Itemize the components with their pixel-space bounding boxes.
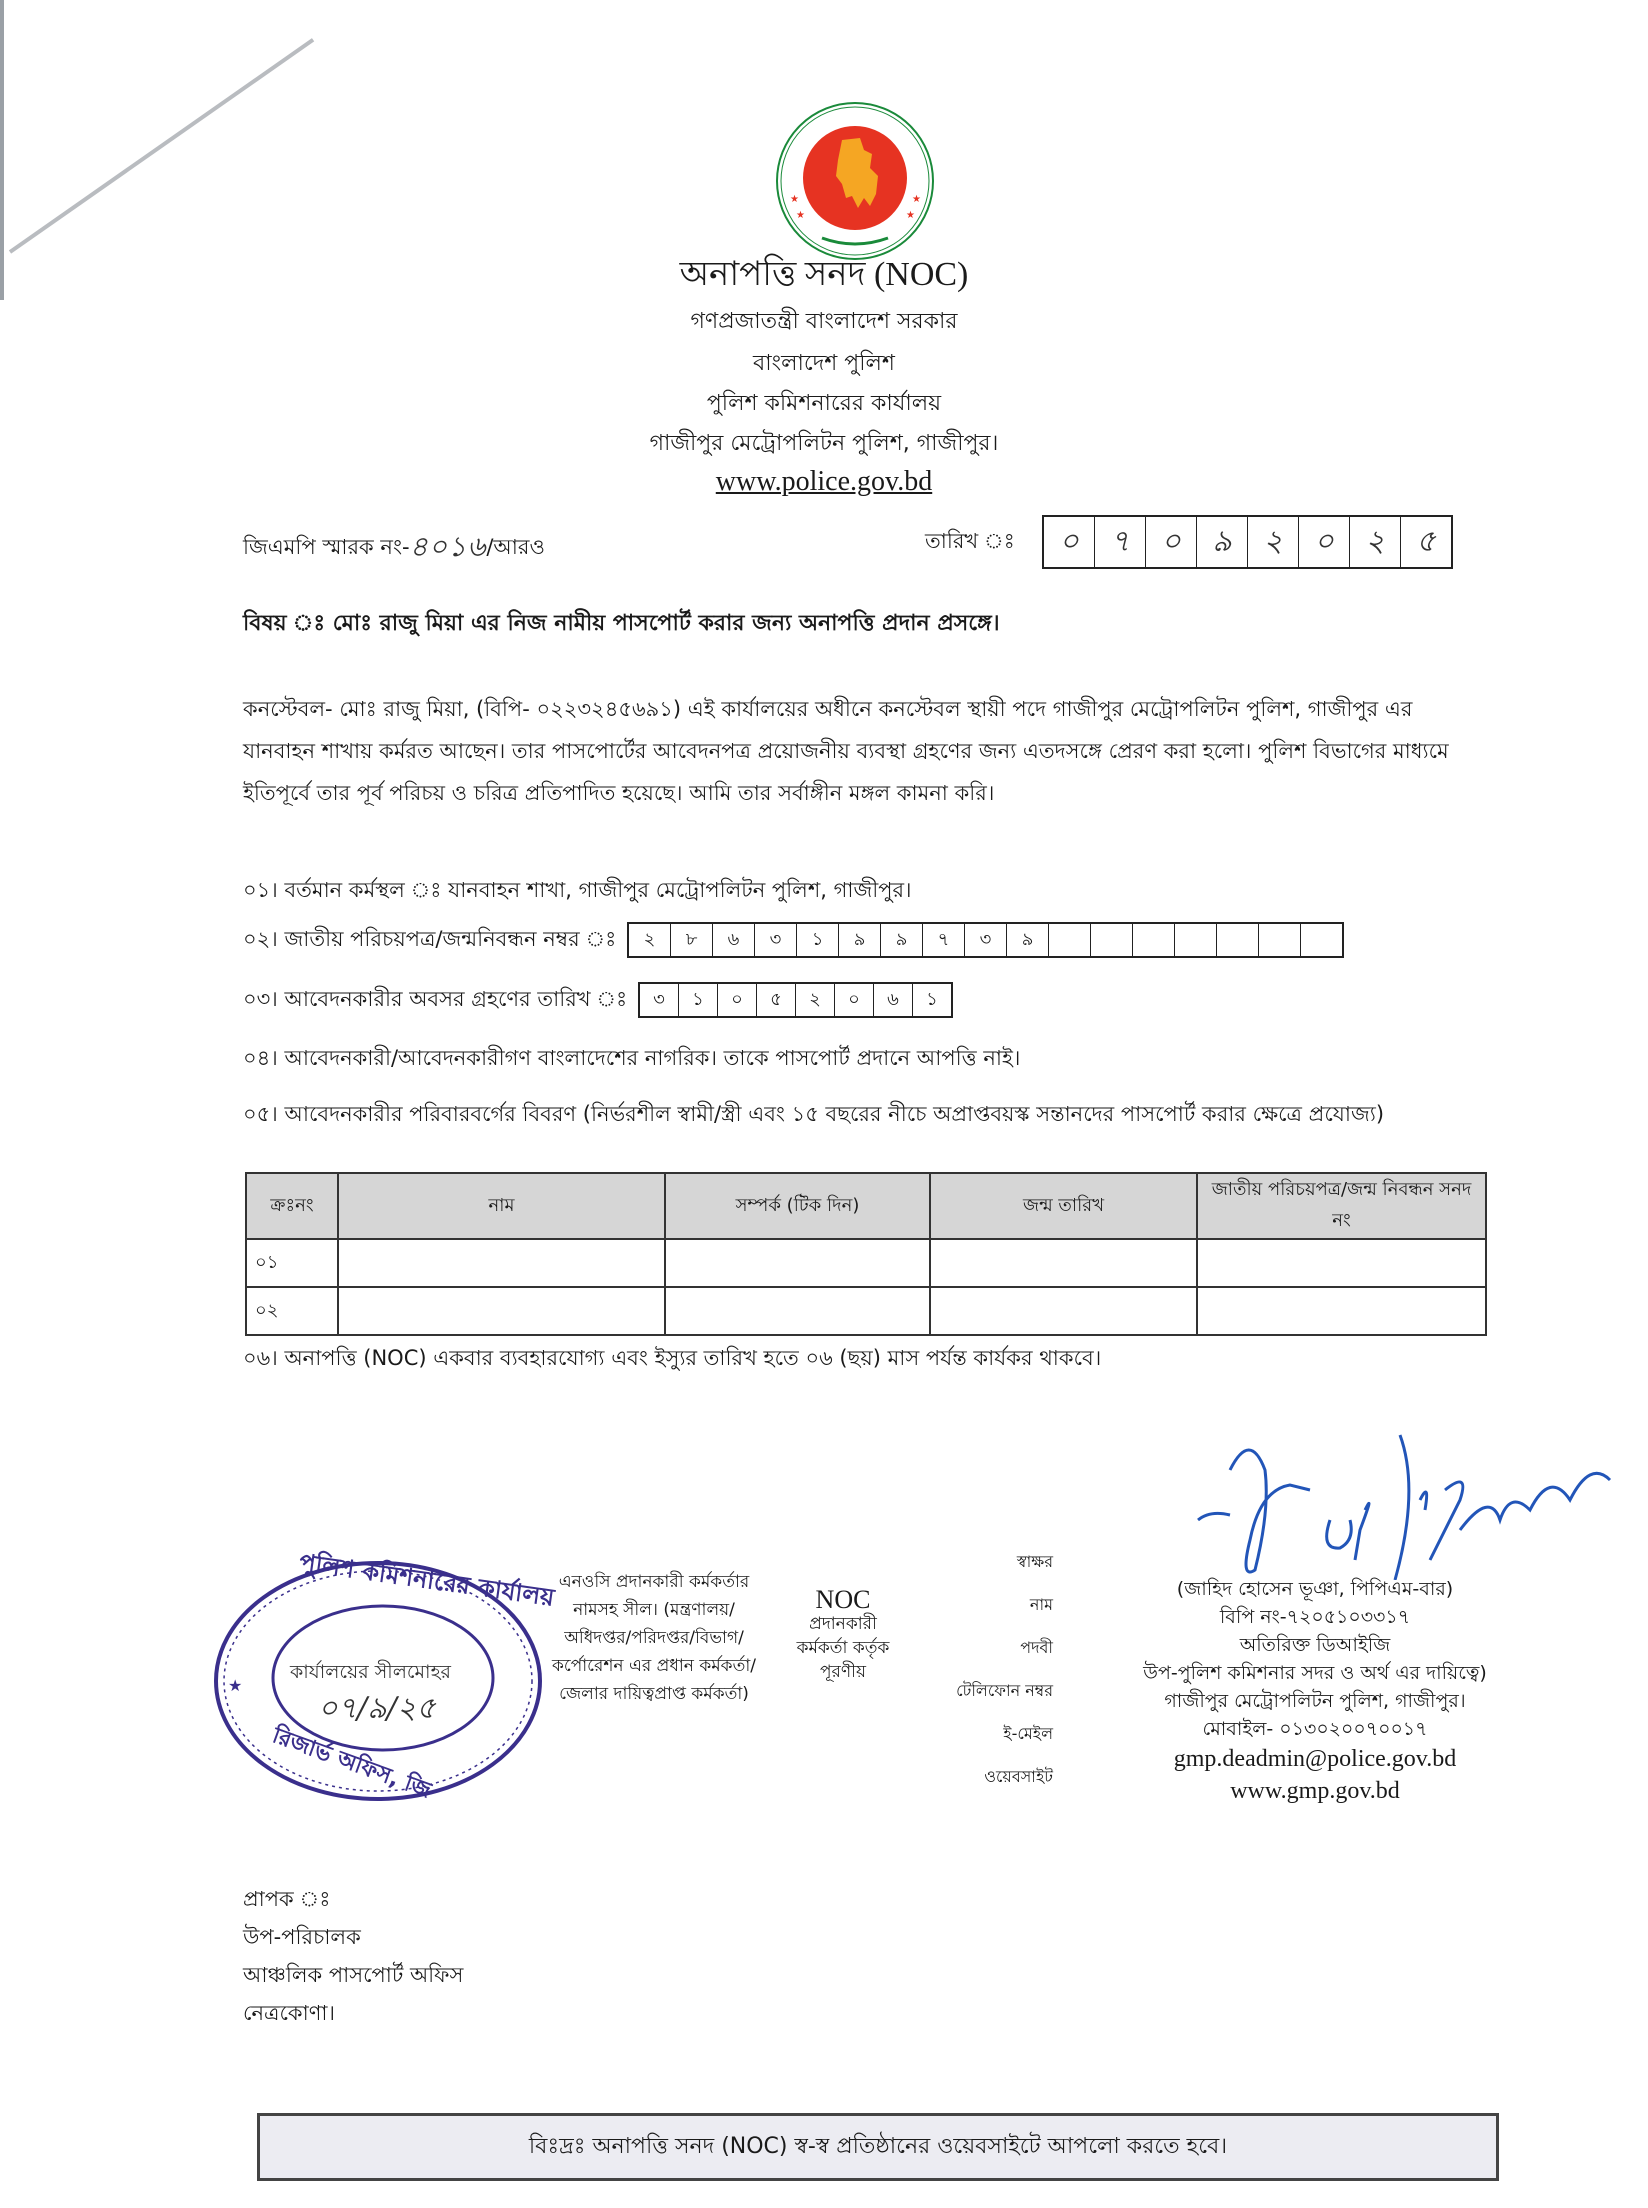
item-retirement-date (243, 982, 953, 1018)
retirement-digit: ১ (679, 984, 718, 1016)
cell-serial: ০১ (246, 1239, 338, 1287)
memo-prefix: জিএমপি স্মারক নং- (243, 535, 410, 559)
retirement-digit: ০ (835, 984, 874, 1016)
noc-block-title: NOC (815, 1585, 871, 1614)
officer-email[interactable]: gmp.deadmin@police.gov.bd (1173, 1746, 1457, 1772)
retirement-digit: ০ (718, 984, 757, 1016)
seal-ring-text-bottom: রিজার্ভ অফিস, জি (269, 1723, 435, 1804)
noc-block-line: প্রদানকারী (809, 1614, 877, 1634)
date-digit: ৫ (1416, 523, 1436, 559)
nid-boxes (627, 922, 1344, 958)
recipient-line: নেত্রকোণা। (243, 2001, 336, 2025)
retirement-digit: ২ (796, 984, 835, 1016)
document-title: অনাপত্তি সনদ (NOC) (679, 256, 969, 293)
seal-caption: এনওসি প্রদানকারী কর্মকর্তার নামসহ সীল। (মন্ত্রণালয়/অধিদপ্তর/পরিদপ্তর/বিভাগ/কর্পোরেশন এর প্রধান কর্মকর্তা/জেলার দায়িত্বপ্রাপ্ত কর্মকর্তা) (551, 1572, 756, 1704)
officer-role: উপ-পুলিশ কমিশনার সদর ও অর্থ এর দায়িত্বে) (1143, 1662, 1487, 1684)
col-birth-date: জন্ম তারিখ (930, 1173, 1197, 1239)
officer-designation: অতিরিক্ত ডিআইজি (1239, 1634, 1391, 1656)
item-validity: ০৬। অনাপত্তি (NOC) একবার ব্যবহারযোগ্য এবং ইস্যুর তারিখ হতে ০৬ (ছয়) মাস পর্যন্ত কার্যকর থাকবে। (243, 1346, 1102, 1370)
recipient-line: উপ-পরিচালক (243, 1925, 361, 1949)
nid-digit: ৬ (713, 924, 755, 956)
nid-digit: ৩ (755, 924, 797, 956)
svg-text:★: ★ (796, 210, 805, 221)
memo-suffix: /আরও (486, 535, 545, 559)
memo-number (243, 525, 545, 572)
nid-digit: ৯ (881, 924, 923, 956)
cell-relation (665, 1239, 930, 1287)
nid-digit-empty (1091, 924, 1133, 956)
seal-center-label: কার্যালয়ের সীলমোহর (290, 1661, 452, 1683)
nid-digit-empty (1049, 924, 1091, 956)
date-digit: ৭ (1095, 517, 1146, 567)
date-digit: ০ (1146, 517, 1197, 567)
website-link[interactable] (0, 466, 1648, 498)
body-paragraph: কনস্টেবল- মোঃ রাজু মিয়া, (বিপি- ০২২৩২৪৫৬৯১) এই কার্যালয়ের অধীনে কনস্টেবল স্থায়ী পদে গাজীপুর মেট্রোপলিটন পুলিশ, গাজীপুর এর যানবাহন শাখায় কর্মরত আছেন। তার পাসপোর্টের আবেদনপত্র প্রয়োজনীয় ব্যবস্থা গ্রহণের জন্য এতদসঙ্গে প্রেরণ করা হলো। পুলিশ বিভাগের মাধ্যমে ইতিপূর্বে তার পূর্ব পরিচয় ও চরিত্র প্রতিপাদিত হয়েছে। আমি তার সর্বাঙ্গীন মঙ্গল কামনা করি। (243, 697, 1449, 805)
date-digit: ৯ (1197, 517, 1248, 567)
nid-digit: ৯ (1007, 924, 1049, 956)
memo-handwritten-number: ৪০১৬ (409, 530, 487, 563)
seal-ring-text-top: পুলিশ কমিশনারের কার্যালয় (297, 1548, 557, 1612)
retirement-digit: ৫ (757, 984, 796, 1016)
nid-digit: ৭ (923, 924, 965, 956)
nid-digit: ৩ (965, 924, 1007, 956)
noc-block-line: কর্মকর্তা কর্তৃক (796, 1638, 890, 1658)
government-emblem-icon (772, 98, 938, 264)
label-designation: পদবী (1020, 1638, 1053, 1657)
cell-relation (665, 1287, 930, 1335)
date-boxes (1042, 515, 1453, 569)
col-nid: জাতীয় পরিচয়পত্র/জন্ম নিবন্ধন সনদ নং (1197, 1173, 1486, 1239)
note-text: বিঃদ্রঃ অনাপত্তি সনদ (NOC) স্ব-স্ব প্রতিষ্ঠানের ওয়েবসাইটে আপলো করতে হবে। (528, 2133, 1228, 2159)
nid-digit-empty (1175, 924, 1217, 956)
nid-digit: ২ (629, 924, 671, 956)
cell-name (338, 1239, 665, 1287)
date-digit: ২ (1248, 517, 1299, 567)
cell-nid (1197, 1239, 1486, 1287)
handwritten-signature (1190, 1430, 1630, 1580)
col-relation: সম্পর্ক (টিক দিন) (665, 1173, 930, 1239)
noc-officer-block (773, 1585, 913, 1684)
table-row (246, 1239, 1486, 1287)
officer-mobile: মোবাইল- ০১৩০২০০৭০০১৭ (1202, 1718, 1428, 1740)
scan-line-artifact (9, 38, 314, 253)
label-name: নাম (1029, 1595, 1053, 1614)
header-line-police: বাংলাদেশ পুলিশ (753, 351, 895, 376)
retirement-digit: ১ (926, 988, 938, 1010)
retirement-digit: ৬ (874, 984, 913, 1016)
note-box (257, 2113, 1499, 2181)
item-family-details: ০৫। আবেদনকারীর পরিবারবর্গের বিবরণ (নির্ভরশীল স্বামী/স্ত্রী এবং ১৫ বছরের নীচে অপ্রাপ্তবয়স্ক সন্তানদের পাসপোর্ট করার ক্ষেত্রে প্রযোজ্য) (243, 1102, 1385, 1126)
label-email: ই-মেইল (1003, 1724, 1053, 1743)
nid-digit-empty (1217, 924, 1259, 956)
recipient-block (243, 1880, 463, 2032)
seal-handwritten-date: ০৭/৯/২৫ (318, 1691, 436, 1726)
svg-text:★: ★ (790, 194, 799, 205)
label-telephone: টেলিফোন নম্বর (956, 1681, 1053, 1700)
col-name: নাম (338, 1173, 665, 1239)
item-citizenship: ০৪। আবেদনকারী/আবেদনকারীগণ বাংলাদেশের নাগরিক। তাকে পাসপোর্ট প্রদানে আপত্তি নাই। (243, 1046, 1021, 1070)
svg-text:★: ★ (228, 1676, 243, 1695)
retirement-label: ০৩। আবেদনকারীর অবসর গ্রহণের তারিখ ঃ (243, 987, 628, 1011)
noc-block-line: পূরণীয় (819, 1662, 867, 1682)
header-line-unit: গাজীপুর মেট্রোপলিটন পুলিশ, গাজীপুর। (649, 431, 999, 456)
recipient-label: প্রাপক ঃ (243, 1887, 331, 1911)
cell-birth-date (930, 1287, 1197, 1335)
cell-nid (1197, 1287, 1486, 1335)
cell-name (338, 1287, 665, 1335)
recipient-line: আঞ্চলিক পাসপোর্ট অফিস (243, 1963, 464, 1987)
header-line-office: পুলিশ কমিশনারের কার্যালয় (706, 391, 942, 416)
date-label: তারিখ ঃ (925, 529, 1015, 553)
nid-digit: ১ (797, 924, 839, 956)
officer-name: (জাহিদ হোসেন ভূঞা, পিপিএম-বার) (1176, 1578, 1454, 1600)
website-text: www.police.gov.bd (715, 466, 933, 497)
nid-digit: ৯ (839, 924, 881, 956)
subject-line: বিষয় ঃ মোঃ রাজু মিয়া এর নিজ নামীয় পাসপোর্ট করার জন্য অনাপত্তি প্রদান প্রসঙ্গে। (243, 611, 1000, 636)
officer-website[interactable]: www.gmp.gov.bd (1230, 1778, 1400, 1804)
nid-label: ০২। জাতীয় পরিচয়পত্র/জন্মনিবন্ধন নম্বর ঃ (243, 927, 617, 951)
nid-digit-empty (1301, 924, 1342, 956)
retirement-digit: ৩ (640, 984, 679, 1016)
officer-field-labels (900, 1540, 1053, 1798)
retirement-date-boxes (638, 982, 953, 1018)
item-nid (243, 922, 1344, 958)
label-website: ওয়েবসাইট (984, 1767, 1053, 1786)
officer-bp-number: বিপি নং-৭২০৫১০৩৩১৭ (1219, 1606, 1411, 1628)
item-current-workplace: ০১। বর্তমান কর্মস্থল ঃ যানবাহন শাখা, গাজীপুর মেট্রোপলিটন পুলিশ, গাজীপুর। (243, 878, 912, 902)
cell-birth-date (930, 1239, 1197, 1287)
cell-serial: ০২ (246, 1287, 338, 1335)
nid-digit-empty (1259, 924, 1301, 956)
officer-unit: গাজীপুর মেট্রোপলিটন পুলিশ, গাজীপুর। (1164, 1690, 1466, 1712)
table-header-row (246, 1173, 1486, 1239)
table-row (246, 1287, 1486, 1335)
svg-text:★: ★ (912, 194, 921, 205)
col-serial: ক্রঃনং (246, 1173, 338, 1239)
officer-details (1080, 1575, 1550, 1807)
nid-digit-empty (1133, 924, 1175, 956)
header-line-government: গণপ্রজাতন্ত্রী বাংলাদেশ সরকার (690, 309, 958, 334)
nid-digit: ৮ (671, 924, 713, 956)
label-signature: স্বাক্ষর (1016, 1552, 1053, 1571)
date-digit: ০ (1299, 517, 1350, 567)
svg-text:★: ★ (906, 210, 915, 221)
date-digit: ০ (1044, 517, 1095, 567)
family-table (245, 1172, 1487, 1336)
date-digit: ২ (1350, 517, 1401, 567)
